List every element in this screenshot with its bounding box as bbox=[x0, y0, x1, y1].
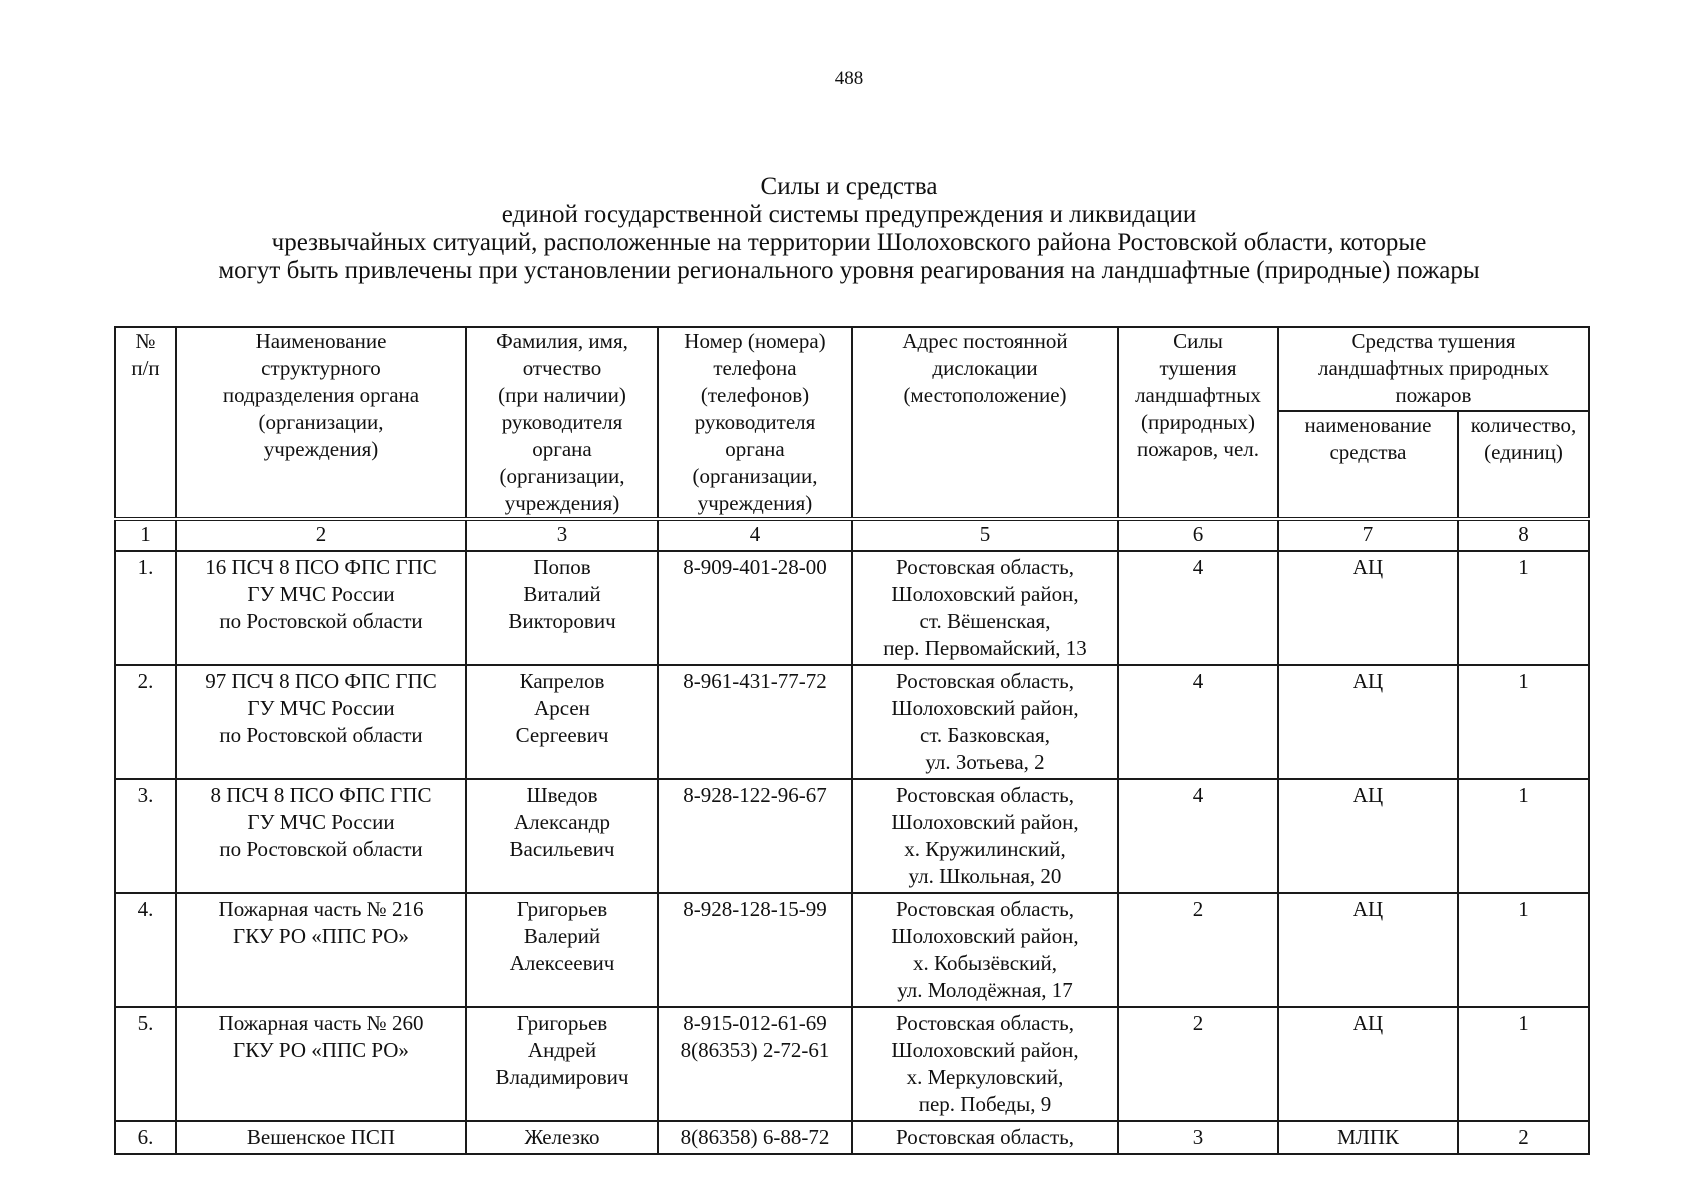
column-number-row bbox=[115, 519, 1589, 551]
header-line: (единиц) bbox=[1484, 440, 1563, 465]
cell-num: 2. bbox=[115, 665, 176, 779]
header-line: дислокации bbox=[932, 356, 1038, 380]
cell-forces: 3 bbox=[1118, 1121, 1278, 1154]
cell-line: Григорьев bbox=[516, 897, 608, 921]
page-number: 488 bbox=[834, 68, 864, 89]
cell-line: Владимирович bbox=[495, 1065, 629, 1089]
cell-line: по Ростовской области bbox=[219, 609, 423, 633]
cell-line: ГКУ РО «ППС РО» bbox=[233, 924, 409, 948]
header-means-name bbox=[1278, 411, 1458, 519]
header-row bbox=[115, 327, 1589, 411]
column-number: 4 bbox=[658, 519, 852, 551]
table-row bbox=[115, 1007, 1589, 1121]
cell-line: пер. Победы, 9 bbox=[918, 1092, 1052, 1116]
header-line: учреждения) bbox=[263, 437, 379, 461]
cell-forces: 2 bbox=[1118, 893, 1278, 1007]
header-line: п/п bbox=[131, 356, 160, 380]
header-line: наименование bbox=[1304, 413, 1432, 438]
cell-line: 8-909-401-28-00 bbox=[683, 555, 827, 579]
cell-line: по Ростовской области bbox=[219, 837, 423, 861]
header-line: учреждения) bbox=[697, 491, 813, 515]
cell-num: 5. bbox=[115, 1007, 176, 1121]
cell-line: ст. Вёшенская, bbox=[919, 609, 1051, 633]
cell-address bbox=[852, 779, 1118, 893]
cell-line: Капрелов bbox=[519, 669, 605, 693]
header-num bbox=[115, 327, 176, 519]
cell-unit bbox=[176, 1007, 466, 1121]
cell-line: Ростовская область, bbox=[896, 897, 1074, 921]
cell-line: Ростовская область, bbox=[896, 555, 1074, 579]
cell-head bbox=[466, 1007, 658, 1121]
column-number: 7 bbox=[1278, 519, 1458, 551]
document-title bbox=[0, 173, 1698, 285]
header-line: руководителя bbox=[694, 410, 816, 434]
cell-line: Викторович bbox=[508, 609, 616, 633]
cell-line: 8-915-012-61-69 bbox=[683, 1011, 827, 1035]
cell-line: Алексеевич bbox=[509, 951, 615, 975]
header-line: (организации, bbox=[499, 464, 625, 488]
cell-line: Шолоховский район, bbox=[891, 1038, 1079, 1062]
table-row bbox=[115, 1121, 1589, 1154]
cell-line: 8-928-122-96-67 bbox=[683, 783, 827, 807]
cell-phone bbox=[658, 665, 852, 779]
cell-line: пер. Первомайский, 13 bbox=[883, 636, 1087, 660]
header-line: отчество bbox=[522, 356, 602, 380]
cell-line: Шолоховский район, bbox=[891, 810, 1079, 834]
column-number: 5 bbox=[852, 519, 1118, 551]
header-phone bbox=[658, 327, 852, 519]
header-line: (при наличии) bbox=[498, 383, 626, 407]
cell-line: 8-928-128-15-99 bbox=[683, 897, 827, 921]
table-row bbox=[115, 665, 1589, 779]
header-line: тушения bbox=[1159, 356, 1237, 380]
header-address bbox=[852, 327, 1118, 519]
cell-forces: 4 bbox=[1118, 665, 1278, 779]
cell-line: х. Меркуловский, bbox=[906, 1065, 1064, 1089]
header-line: (природных) bbox=[1141, 410, 1255, 434]
cell-line: Валерий bbox=[523, 924, 601, 948]
header-line: подразделения органа bbox=[222, 383, 420, 407]
cell-line: ст. Базковская, bbox=[920, 723, 1050, 747]
cell-line: Виталий bbox=[523, 582, 601, 606]
forces-table bbox=[114, 326, 1590, 1155]
cell-line: Шолоховский район, bbox=[891, 696, 1079, 720]
title-line: Силы и средства bbox=[760, 173, 938, 200]
cell-address bbox=[852, 1007, 1118, 1121]
cell-line: ул. Школьная, 20 bbox=[908, 864, 1062, 888]
cell-unit bbox=[176, 779, 466, 893]
title-line: чрезвычайных ситуаций, расположенные на территории Шолоховского района Ростовской области, которые bbox=[271, 229, 1427, 256]
header-line: Адрес постоянной bbox=[902, 329, 1068, 353]
cell-line: Шведов bbox=[526, 783, 598, 807]
cell-line: х. Кружилинский, bbox=[904, 837, 1066, 861]
cell-line: 8-961-431-77-72 bbox=[683, 669, 827, 693]
header-line: органа bbox=[532, 437, 592, 461]
cell-phone bbox=[658, 893, 852, 1007]
cell-means: МЛПК bbox=[1278, 1121, 1458, 1154]
header-line: Фамилия, имя, bbox=[496, 329, 628, 353]
cell-means: АЦ bbox=[1278, 665, 1458, 779]
cell-line: ГКУ РО «ППС РО» bbox=[233, 1038, 409, 1062]
column-number: 8 bbox=[1458, 519, 1589, 551]
header-forces bbox=[1118, 327, 1278, 519]
column-number: 2 bbox=[176, 519, 466, 551]
cell-head bbox=[466, 779, 658, 893]
header-line: (организации, bbox=[258, 410, 384, 434]
cell-means: АЦ bbox=[1278, 551, 1458, 665]
cell-address bbox=[852, 893, 1118, 1007]
cell-line: Сергеевич bbox=[515, 723, 609, 747]
cell-line: Ростовская область, bbox=[896, 1011, 1074, 1035]
header-line: ландшафтных природных bbox=[1318, 356, 1549, 380]
header-line: (местоположение) bbox=[903, 383, 1067, 407]
cell-line: ГУ МЧС России bbox=[247, 582, 395, 606]
cell-line: 16 ПСЧ 8 ПСО ФПС ГПС bbox=[205, 555, 437, 579]
cell-line: Ростовская область, bbox=[896, 783, 1074, 807]
header-line: (организации, bbox=[692, 464, 818, 488]
header-line: телефона bbox=[713, 356, 797, 380]
cell-line: 8(86353) 2-72-61 bbox=[680, 1038, 830, 1062]
cell-num: 1. bbox=[115, 551, 176, 665]
cell-forces: 4 bbox=[1118, 551, 1278, 665]
cell-head bbox=[466, 1121, 658, 1154]
cell-phone bbox=[658, 1121, 852, 1154]
header-means-group bbox=[1278, 327, 1589, 411]
cell-address bbox=[852, 1121, 1118, 1154]
cell-head bbox=[466, 893, 658, 1007]
header-line: средства bbox=[1329, 440, 1407, 465]
cell-num: 6. bbox=[115, 1121, 176, 1154]
title-line: могут быть привлечены при установлении регионального уровня реагирования на ландшафтные (природные) пожары bbox=[218, 257, 1480, 284]
cell-means: АЦ bbox=[1278, 893, 1458, 1007]
column-number: 3 bbox=[466, 519, 658, 551]
cell-line: по Ростовской области bbox=[219, 723, 423, 747]
cell-line: Вешенское ПСП bbox=[246, 1125, 396, 1149]
cell-means: АЦ bbox=[1278, 1007, 1458, 1121]
column-number: 1 bbox=[115, 519, 176, 551]
cell-line: Васильевич bbox=[509, 837, 615, 861]
cell-phone bbox=[658, 551, 852, 665]
header-line: руководителя bbox=[501, 410, 623, 434]
cell-means: АЦ bbox=[1278, 779, 1458, 893]
header-unit bbox=[176, 327, 466, 519]
cell-unit bbox=[176, 665, 466, 779]
cell-num: 3. bbox=[115, 779, 176, 893]
cell-line: 8(86358) 6-88-72 bbox=[680, 1125, 830, 1149]
header-line: ландшафтных bbox=[1135, 383, 1261, 407]
cell-line: Шолоховский район, bbox=[891, 924, 1079, 948]
cell-phone bbox=[658, 779, 852, 893]
cell-line: Пожарная часть № 216 bbox=[218, 897, 424, 921]
cell-qty: 1 bbox=[1458, 551, 1589, 665]
cell-phone bbox=[658, 1007, 852, 1121]
title-line: единой государственной системы предупреждения и ликвидации bbox=[501, 201, 1197, 228]
table-row bbox=[115, 779, 1589, 893]
cell-line: х. Кобызёвский, bbox=[913, 951, 1057, 975]
header-line: органа bbox=[725, 437, 785, 461]
cell-line: ул. Молодёжная, 17 bbox=[897, 978, 1073, 1002]
header-head-name bbox=[466, 327, 658, 519]
cell-qty: 1 bbox=[1458, 665, 1589, 779]
cell-line: Андрей bbox=[527, 1038, 597, 1062]
cell-num: 4. bbox=[115, 893, 176, 1007]
cell-unit bbox=[176, 1121, 466, 1154]
table-row bbox=[115, 893, 1589, 1007]
header-line: учреждения) bbox=[504, 491, 620, 515]
cell-qty: 2 bbox=[1458, 1121, 1589, 1154]
cell-head bbox=[466, 665, 658, 779]
cell-qty: 1 bbox=[1458, 1007, 1589, 1121]
cell-line: Железко bbox=[524, 1125, 600, 1149]
header-line: пожаров, чел. bbox=[1136, 437, 1260, 461]
cell-unit bbox=[176, 893, 466, 1007]
cell-line: Попов bbox=[533, 555, 591, 579]
header-line: Силы bbox=[1173, 329, 1223, 353]
cell-qty: 1 bbox=[1458, 779, 1589, 893]
cell-line: 97 ПСЧ 8 ПСО ФПС ГПС bbox=[205, 669, 437, 693]
header-line: (телефонов) bbox=[700, 383, 810, 407]
cell-forces: 2 bbox=[1118, 1007, 1278, 1121]
header-line: пожаров bbox=[1395, 383, 1472, 407]
table-row bbox=[115, 551, 1589, 665]
cell-head bbox=[466, 551, 658, 665]
cell-line: ул. Зотьева, 2 bbox=[925, 750, 1045, 774]
header-line: № bbox=[135, 329, 156, 353]
cell-unit bbox=[176, 551, 466, 665]
header-line: количество, bbox=[1470, 413, 1577, 438]
cell-line: Шолоховский район, bbox=[891, 582, 1079, 606]
header-line: Наименование bbox=[255, 329, 387, 353]
header-line: Номер (номера) bbox=[684, 329, 826, 353]
header-line: Средства тушения bbox=[1351, 329, 1516, 353]
cell-line: Григорьев bbox=[516, 1011, 608, 1035]
cell-line: 8 ПСЧ 8 ПСО ФПС ГПС bbox=[210, 783, 432, 807]
cell-line: Пожарная часть № 260 bbox=[218, 1011, 424, 1035]
cell-address bbox=[852, 665, 1118, 779]
cell-line: Александр bbox=[514, 810, 610, 834]
cell-line: Ростовская область, bbox=[896, 1125, 1074, 1149]
cell-line: Арсен bbox=[534, 696, 590, 720]
header-means-qty bbox=[1458, 411, 1589, 519]
cell-qty: 1 bbox=[1458, 893, 1589, 1007]
cell-forces: 4 bbox=[1118, 779, 1278, 893]
cell-line: Ростовская область, bbox=[896, 669, 1074, 693]
column-number: 6 bbox=[1118, 519, 1278, 551]
cell-line: ГУ МЧС России bbox=[247, 810, 395, 834]
cell-line: ГУ МЧС России bbox=[247, 696, 395, 720]
header-line: структурного bbox=[261, 356, 381, 380]
cell-address bbox=[852, 551, 1118, 665]
